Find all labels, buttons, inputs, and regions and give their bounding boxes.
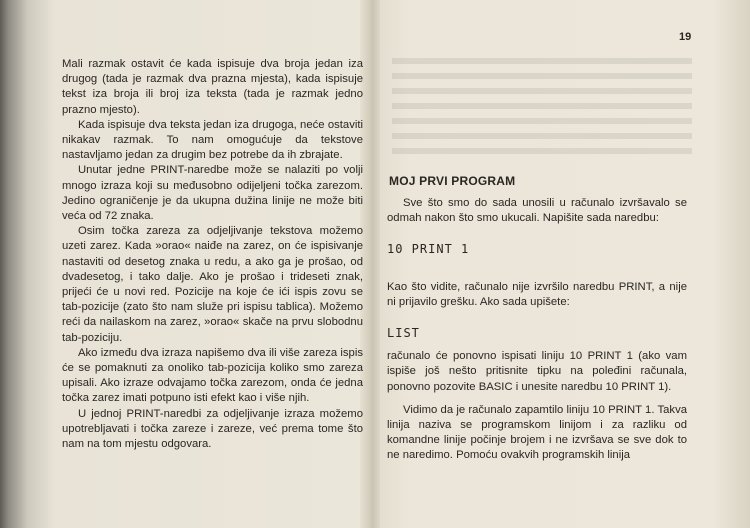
- paragraph: Kao što vidite, računalo nije izvršilo naredbu PRINT, a nije ni prijavilo grešku. Ako sada upišete:: [387, 280, 687, 308]
- code-line: LIST: [387, 326, 420, 341]
- left-text-column: [62, 57, 363, 452]
- section-heading: MOJ PRVI PROGRAM: [389, 174, 516, 188]
- paragraph: Unutar jedne PRINT-naredbe može se nalaziti po volji mnogo izraza koji su međusobno odijeljeni točka zarezom. Jedino ograničenje je da ukupna dužina linije ne može biti veća od 72 znaka.: [62, 164, 363, 223]
- code-line: 10 PRINT 1: [387, 242, 470, 257]
- page-number: 19: [679, 31, 692, 43]
- book-gutter: [360, 0, 382, 528]
- paragraph: Vidimo da je računalo zapamtilo liniju 10 PRINT 1. Takva linija naziva se programskom linijom i za razliku od komandne linije počinje brojem i ne izvršava se sve dok to ne naredimo. Pomoću ovakvih programskih linija: [387, 403, 687, 462]
- paragraph: Ako između dva izraza napišemo dva ili više zareza ispis će se pomaknuti za onoliko tab-pozicija koliko smo zareza upisali. Ako izraze odvajamo točka zarezom, onda će jedna točka zarez imati potpuno isti efekt kao i više njih.: [62, 346, 363, 405]
- right-text-column: [387, 196, 687, 464]
- paragraph: Sve što smo do sada unosili u računalo izvršavalo se odmah nakon što smo ukucali. Napišite sada naredbu:: [387, 197, 687, 225]
- paragraph: računalo će ponovno ispisati liniju 10 PRINT 1 (ako vam ispiše još nešto pritisnite tipku na poleđini računala, ponovno pozovite BASIC i unesite naredbu 10 PRINT 1).: [387, 350, 687, 393]
- show-through-text: [392, 58, 692, 158]
- paragraph: U jednoj PRINT-naredbi za odjeljivanje izraza možemo upotrebljavati i točka zareze i zareze, već prema tome što nam na tom mjestu odgovara.: [62, 407, 363, 451]
- paragraph: Kada ispisuje dva teksta jedan iza drugoga, neće ostaviti nikakav razmak. To nam omogućuje da tekstove nastavljamo jedan za drugim bez potrebe da ih zbrajate.: [62, 118, 363, 162]
- paragraph: Osim točka zareza za odjeljivanje tekstova možemo uzeti zarez. Kada »orao« naiđe na zarez, on će ispisivanje nastaviti od desetog znaka u redu, a ako ga je prošao, od dvadesetog, i tako dalje. Ako je prošao i trideseti znak, prijeći će u novi red. Pozicije na koje će ići ispis zovu se tab-pozicije (zato što nam služe pri ispisu tablica). Možemo reći da nailaskom na zarez, »orao« skače na prvu slobodnu tab-poziciju.: [62, 225, 363, 344]
- paragraph: Mali razmak ostavit će kada ispisuje dva broja jedan iza drugog (tada je razmak dva prazna mjesta), kada ispisuje tekst iza broja ili broj iza teksta (tada je razmak jedno prazno mjesto).: [62, 58, 363, 116]
